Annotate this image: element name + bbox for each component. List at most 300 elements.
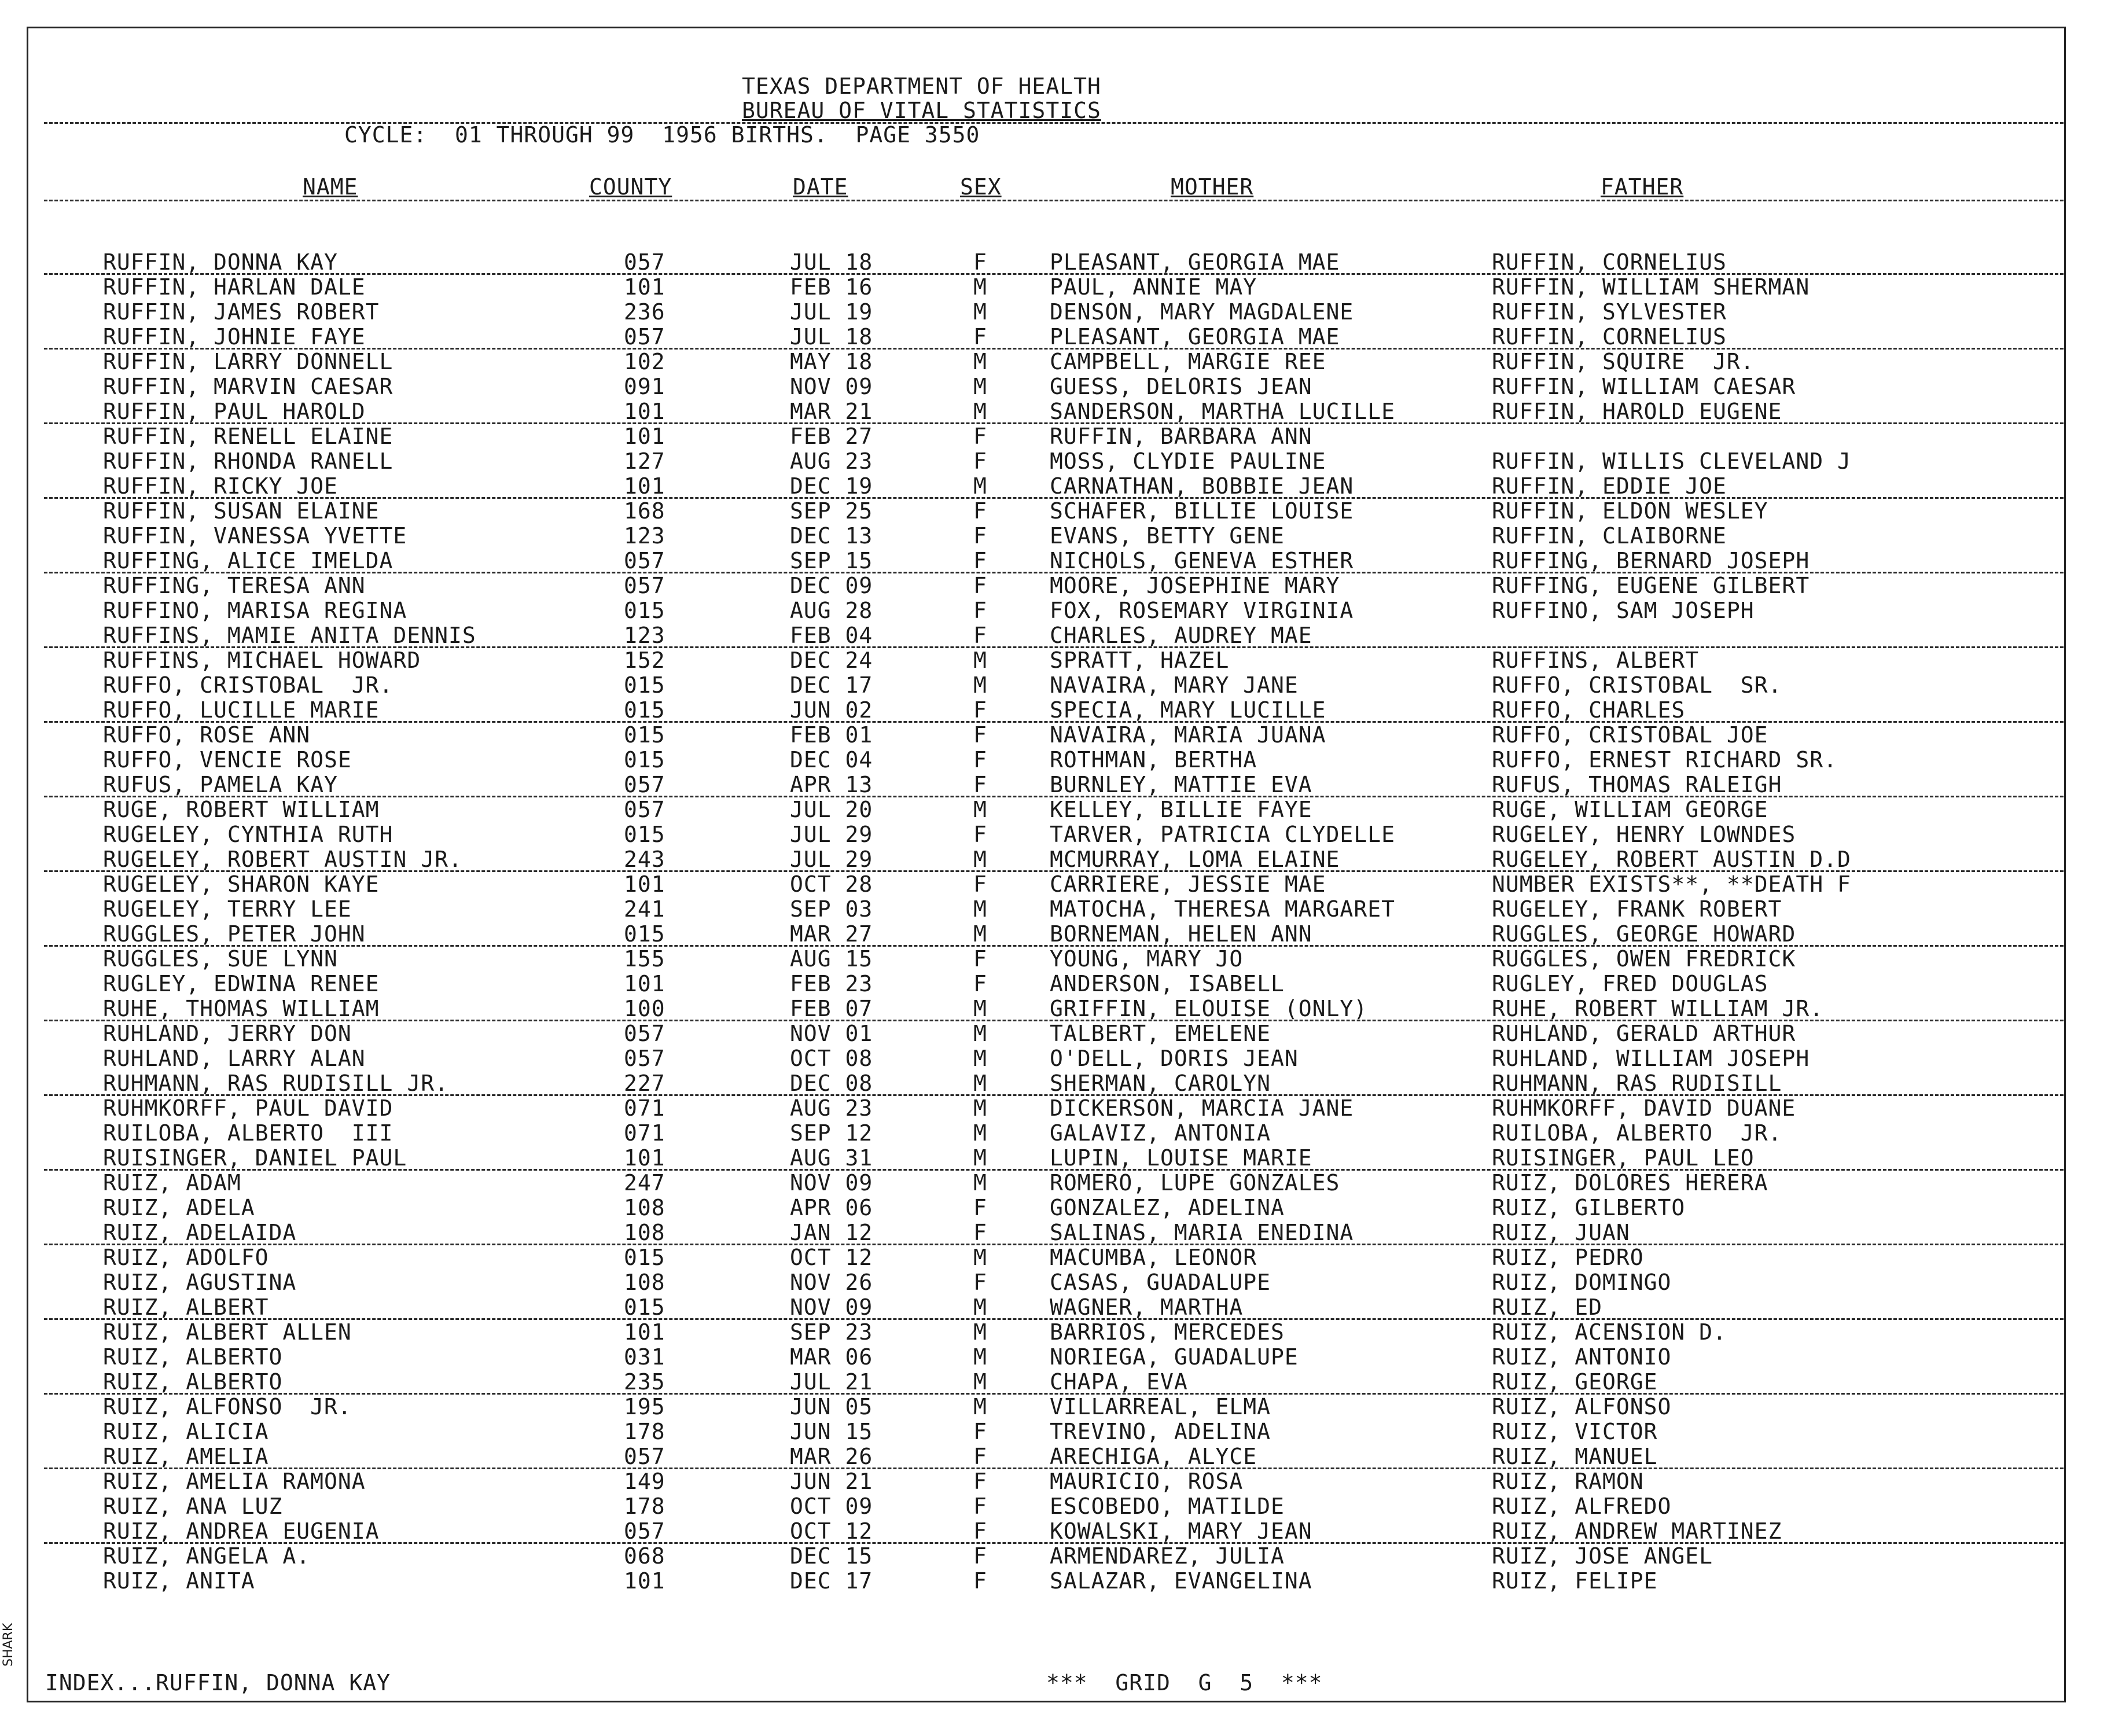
- cell-date: OCT 09: [790, 1494, 873, 1519]
- cell-mother: BURNLEY, MATTIE EVA: [1050, 772, 1312, 797]
- cell-mother: MCMURRAY, LOMA ELAINE: [1050, 847, 1340, 872]
- cell-mother: ROMERO, LUPE GONZALES: [1050, 1170, 1340, 1196]
- cell-name: RUIZ, ANDREA EUGENIA: [103, 1518, 380, 1544]
- table-row: [0, 1444, 2111, 1469]
- cell-county: 101: [624, 971, 665, 996]
- cell-father: RUFFIN, WILLIS CLEVELAND J: [1492, 448, 1851, 474]
- cell-county: 015: [624, 722, 665, 748]
- cell-county: 108: [624, 1195, 665, 1220]
- table-row: [0, 1494, 2111, 1519]
- table-row: [0, 673, 2111, 698]
- cell-mother: DICKERSON, MARCIA JANE: [1050, 1095, 1354, 1121]
- table-row: [0, 598, 2111, 623]
- cell-sex: F: [973, 598, 987, 623]
- cell-sex: F: [973, 1518, 987, 1544]
- cell-mother: TREVINO, ADELINA: [1050, 1419, 1271, 1444]
- cell-mother: BARRIOS, MERCEDES: [1050, 1319, 1285, 1345]
- cell-county: 101: [624, 473, 665, 499]
- table-row: [0, 1071, 2111, 1096]
- cell-mother: CHARLES, AUDREY MAE: [1050, 623, 1312, 648]
- cell-name: RUHLAND, JERRY DON: [103, 1021, 352, 1046]
- table-row: [0, 250, 2111, 275]
- cell-county: 155: [624, 946, 665, 972]
- cell-mother: TALBERT, EMELENE: [1050, 1021, 1271, 1046]
- cell-father: RUGELEY, ROBERT AUSTIN D.D: [1492, 847, 1851, 872]
- cell-sex: M: [973, 1046, 987, 1071]
- cell-date: DEC 13: [790, 523, 873, 549]
- cell-father: RUIZ, JUAN: [1492, 1220, 1630, 1245]
- cell-date: JUL 19: [790, 299, 873, 325]
- cell-father: RUFFIN, WILLIAM CAESAR: [1492, 374, 1796, 399]
- cell-date: APR 13: [790, 772, 873, 797]
- cell-date: FEB 07: [790, 996, 873, 1021]
- cell-sex: M: [973, 797, 987, 822]
- header-cycle: CYCLE: 01 THROUGH 99 1956 BIRTHS. PAGE 3550: [344, 122, 980, 148]
- table-row: [0, 474, 2111, 499]
- cell-county: 168: [624, 498, 665, 524]
- cell-county: 100: [624, 996, 665, 1021]
- cell-father: RUFFING, BERNARD JOSEPH: [1492, 548, 1810, 573]
- cell-father: RUHE, ROBERT WILLIAM JR.: [1492, 996, 1824, 1021]
- cell-county: 015: [624, 1245, 665, 1270]
- cell-sex: F: [973, 1220, 987, 1245]
- cell-sex: M: [973, 349, 987, 374]
- cell-sex: M: [973, 1170, 987, 1196]
- table-row: [0, 1419, 2111, 1444]
- cell-sex: M: [973, 896, 987, 922]
- cell-father: RUFFO, CHARLES: [1492, 697, 1686, 723]
- cell-name: RUFFINS, MICHAEL HOWARD: [103, 648, 421, 673]
- cell-sex: M: [973, 1120, 987, 1146]
- cell-father: RUIZ, MANUEL: [1492, 1444, 1658, 1469]
- cell-mother: RUFFIN, BARBARA ANN: [1050, 424, 1312, 449]
- cell-date: DEC 17: [790, 672, 873, 698]
- table-row: [0, 623, 2111, 648]
- cell-county: 015: [624, 1294, 665, 1320]
- cell-date: OCT 08: [790, 1046, 873, 1071]
- cell-sex: F: [973, 448, 987, 474]
- cell-name: RUISINGER, DANIEL PAUL: [103, 1145, 407, 1171]
- cell-father: RUFFIN, HAROLD EUGENE: [1492, 399, 1782, 424]
- cell-father: RUIZ, PEDRO: [1492, 1245, 1644, 1270]
- cell-date: OCT 12: [790, 1245, 873, 1270]
- cell-mother: CARNATHAN, BOBBIE JEAN: [1050, 473, 1354, 499]
- cell-mother: VILLARREAL, ELMA: [1050, 1394, 1271, 1419]
- cell-county: 057: [624, 548, 665, 573]
- cell-mother: NAVAIRA, MARIA JUANA: [1050, 722, 1326, 748]
- cell-date: FEB 01: [790, 722, 873, 748]
- table-row: [0, 996, 2111, 1021]
- table-row: [0, 1171, 2111, 1196]
- cell-mother: CARRIERE, JESSIE MAE: [1050, 871, 1326, 897]
- cell-mother: ROTHMAN, BERTHA: [1050, 747, 1257, 773]
- cell-mother: PAUL, ANNIE MAY: [1050, 274, 1257, 300]
- cell-sex: M: [973, 1319, 987, 1345]
- cell-father: RUIZ, ANDREW MARTINEZ: [1492, 1518, 1782, 1544]
- column-header-divider: [44, 200, 2064, 201]
- cell-mother: SPECIA, MARY LUCILLE: [1050, 697, 1326, 723]
- cell-date: DEC 24: [790, 648, 873, 673]
- cell-name: RUIZ, ALBERTO: [103, 1369, 283, 1395]
- cell-mother: CHAPA, EVA: [1050, 1369, 1188, 1395]
- cell-name: RUIZ, ANA LUZ: [103, 1494, 283, 1519]
- cell-father: RUIZ, VICTOR: [1492, 1419, 1658, 1444]
- table-row: [0, 1395, 2111, 1419]
- cell-father: RUGELEY, FRANK ROBERT: [1492, 896, 1782, 922]
- cell-name: RUIZ, ADOLFO: [103, 1245, 269, 1270]
- table-row: [0, 350, 2111, 374]
- cell-father: RUIZ, DOLORES HERERA: [1492, 1170, 1768, 1196]
- cell-date: MAY 18: [790, 349, 873, 374]
- cell-sex: F: [973, 249, 987, 275]
- cell-name: RUGGLES, PETER JOHN: [103, 921, 366, 947]
- column-header-county: COUNTY: [589, 174, 672, 200]
- cell-name: RUFFIN, RENELL ELAINE: [103, 424, 393, 449]
- cell-name: RUHLAND, LARRY ALAN: [103, 1046, 366, 1071]
- table-row: [0, 275, 2111, 300]
- cell-date: SEP 12: [790, 1120, 873, 1146]
- cell-county: 127: [624, 448, 665, 474]
- cell-date: JUN 05: [790, 1394, 873, 1419]
- table-row: [0, 524, 2111, 549]
- cell-date: JAN 12: [790, 1220, 873, 1245]
- table-row: [0, 1345, 2111, 1370]
- cell-sex: F: [973, 498, 987, 524]
- table-row: [0, 573, 2111, 598]
- cell-county: 068: [624, 1543, 665, 1569]
- cell-father: RUFFIN, SYLVESTER: [1492, 299, 1727, 325]
- cell-mother: SALAZAR, EVANGELINA: [1050, 1568, 1312, 1594]
- cell-county: 015: [624, 697, 665, 723]
- column-header-date: DATE: [793, 174, 848, 200]
- cell-sex: F: [973, 822, 987, 847]
- cell-sex: M: [973, 847, 987, 872]
- table-row: [0, 1469, 2111, 1494]
- cell-name: RUFFIN, HARLAN DALE: [103, 274, 366, 300]
- cell-date: JUN 21: [790, 1469, 873, 1494]
- column-header-sex: SEX: [960, 174, 1002, 200]
- cell-name: RUFFING, TERESA ANN: [103, 573, 366, 598]
- cell-father: RUHMKORFF, DAVID DUANE: [1492, 1095, 1796, 1121]
- cell-sex: F: [973, 623, 987, 648]
- cell-father: RUFFING, EUGENE GILBERT: [1492, 573, 1810, 598]
- cell-sex: M: [973, 473, 987, 499]
- cell-mother: GRIFFIN, ELOUISE (ONLY): [1050, 996, 1368, 1021]
- cell-father: RUIZ, ALFREDO: [1492, 1494, 1672, 1519]
- cell-date: NOV 09: [790, 374, 873, 399]
- cell-county: 243: [624, 847, 665, 872]
- cell-father: RUFFIN, CORNELIUS: [1492, 249, 1727, 275]
- cell-name: RUFFIN, RICKY JOE: [103, 473, 338, 499]
- table-row: [0, 773, 2111, 797]
- cell-mother: GUESS, DELORIS JEAN: [1050, 374, 1312, 399]
- cell-name: RUIZ, ALBERT: [103, 1294, 269, 1320]
- cell-date: SEP 25: [790, 498, 873, 524]
- cell-date: FEB 16: [790, 274, 873, 300]
- cell-name: RUIZ, ALFONSO JR.: [103, 1394, 352, 1419]
- cell-date: AUG 23: [790, 448, 873, 474]
- cell-date: JUL 18: [790, 324, 873, 350]
- cell-mother: YOUNG, MARY JO: [1050, 946, 1244, 972]
- table-row: [0, 325, 2111, 350]
- cell-county: 057: [624, 1444, 665, 1469]
- table-row: [0, 822, 2111, 847]
- table-row: [0, 872, 2111, 897]
- cell-date: FEB 04: [790, 623, 873, 648]
- cell-sex: M: [973, 374, 987, 399]
- cell-county: 235: [624, 1369, 665, 1395]
- cell-father: RUISINGER, PAUL LEO: [1492, 1145, 1755, 1171]
- cell-mother: PLEASANT, GEORGIA MAE: [1050, 249, 1340, 275]
- cell-father: RUILOBA, ALBERTO JR.: [1492, 1120, 1782, 1146]
- cell-father: RUIZ, GEORGE: [1492, 1369, 1658, 1395]
- table-row: [0, 1096, 2111, 1121]
- cell-name: RUFFIN, JAMES ROBERT: [103, 299, 380, 325]
- cell-name: RUFFINO, MARISA REGINA: [103, 598, 407, 623]
- cell-sex: M: [973, 996, 987, 1021]
- table-row: [0, 947, 2111, 972]
- table-row: [0, 648, 2111, 673]
- cell-name: RUIZ, ADELA: [103, 1195, 255, 1220]
- cell-county: 015: [624, 598, 665, 623]
- cell-sex: F: [973, 523, 987, 549]
- cell-mother: SCHAFER, BILLIE LOUISE: [1050, 498, 1354, 524]
- table-row: [0, 698, 2111, 723]
- cell-sex: F: [973, 1494, 987, 1519]
- cell-name: RUFFIN, PAUL HAROLD: [103, 399, 366, 424]
- cell-date: OCT 28: [790, 871, 873, 897]
- column-header-father: FATHER: [1601, 174, 1684, 200]
- cell-name: RUFFIN, MARVIN CAESAR: [103, 374, 393, 399]
- cell-date: AUG 23: [790, 1095, 873, 1121]
- cell-name: RUIZ, ALICIA: [103, 1419, 269, 1444]
- cell-date: DEC 08: [790, 1071, 873, 1096]
- cell-name: RUIZ, ADELAIDA: [103, 1220, 297, 1245]
- table-row: [0, 399, 2111, 424]
- cell-sex: M: [973, 1021, 987, 1046]
- cell-date: DEC 04: [790, 747, 873, 773]
- cell-sex: M: [973, 648, 987, 673]
- cell-name: RUIZ, AMELIA RAMONA: [103, 1469, 366, 1494]
- cell-mother: SALINAS, MARIA ENEDINA: [1050, 1220, 1354, 1245]
- table-row: [0, 1121, 2111, 1146]
- cell-father: NUMBER EXISTS**, **DEATH F: [1492, 871, 1851, 897]
- table-row: [0, 1370, 2111, 1395]
- cell-sex: M: [973, 399, 987, 424]
- cell-county: 015: [624, 747, 665, 773]
- table-row: [0, 1295, 2111, 1320]
- cell-father: RUFFIN, CLAIBORNE: [1492, 523, 1727, 549]
- cell-name: RUGE, ROBERT WILLIAM: [103, 797, 380, 822]
- cell-mother: CASAS, GUADALUPE: [1050, 1270, 1271, 1295]
- cell-name: RUHMANN, RAS RUDISILL JR.: [103, 1071, 448, 1096]
- cell-name: RUIZ, ANGELA A.: [103, 1543, 311, 1569]
- cell-father: RUHLAND, GERALD ARTHUR: [1492, 1021, 1796, 1046]
- cell-county: 108: [624, 1220, 665, 1245]
- cell-sex: F: [973, 772, 987, 797]
- cell-sex: F: [973, 573, 987, 598]
- table-row: [0, 1320, 2111, 1345]
- cell-father: RUFFO, ERNEST RICHARD SR.: [1492, 747, 1837, 773]
- cell-sex: F: [973, 946, 987, 972]
- cell-mother: MACUMBA, LEONOR: [1050, 1245, 1257, 1270]
- table-row: [0, 549, 2111, 573]
- header-department: TEXAS DEPARTMENT OF HEALTH: [742, 73, 1101, 99]
- cell-mother: MATOCHA, THERESA MARGARET: [1050, 896, 1395, 922]
- cell-county: 057: [624, 1518, 665, 1544]
- table-row: [0, 1220, 2111, 1245]
- cell-county: 241: [624, 896, 665, 922]
- table-row: [0, 1569, 2111, 1594]
- cell-mother: KOWALSKI, MARY JEAN: [1050, 1518, 1312, 1544]
- cell-county: 101: [624, 871, 665, 897]
- cell-date: AUG 28: [790, 598, 873, 623]
- cell-county: 101: [624, 399, 665, 424]
- cell-sex: M: [973, 1294, 987, 1320]
- cell-county: 015: [624, 672, 665, 698]
- cell-county: 149: [624, 1469, 665, 1494]
- cell-mother: NICHOLS, GENEVA ESTHER: [1050, 548, 1354, 573]
- cell-mother: PLEASANT, GEORGIA MAE: [1050, 324, 1340, 350]
- cell-father: RUIZ, GILBERTO: [1492, 1195, 1686, 1220]
- table-row: [0, 1196, 2111, 1220]
- cell-county: 057: [624, 573, 665, 598]
- cell-sex: F: [973, 1195, 987, 1220]
- cell-father: RUFFO, CRISTOBAL JOE: [1492, 722, 1768, 748]
- table-row: [0, 972, 2111, 996]
- cell-sex: M: [973, 299, 987, 325]
- cell-sex: F: [973, 971, 987, 996]
- table-row: [0, 424, 2111, 449]
- cell-date: DEC 15: [790, 1543, 873, 1569]
- cell-sex: F: [973, 1469, 987, 1494]
- cell-date: AUG 15: [790, 946, 873, 972]
- column-header-name: NAME: [303, 174, 358, 200]
- table-row: [0, 499, 2111, 524]
- cell-father: RUGLEY, FRED DOUGLAS: [1492, 971, 1768, 996]
- cell-county: 102: [624, 349, 665, 374]
- cell-father: RUIZ, FELIPE: [1492, 1568, 1658, 1594]
- cell-mother: SPRATT, HAZEL: [1050, 648, 1230, 673]
- cell-county: 101: [624, 274, 665, 300]
- table-row: [0, 449, 2111, 474]
- cell-name: RUFUS, PAMELA KAY: [103, 772, 338, 797]
- cell-date: FEB 27: [790, 424, 873, 449]
- cell-mother: ARECHIGA, ALYCE: [1050, 1444, 1257, 1469]
- cell-county: 015: [624, 822, 665, 847]
- cell-county: 247: [624, 1170, 665, 1196]
- cell-sex: F: [973, 747, 987, 773]
- cell-father: RUFFIN, SQUIRE JR.: [1492, 349, 1755, 374]
- table-row: [0, 1046, 2111, 1071]
- cell-date: NOV 01: [790, 1021, 873, 1046]
- cell-sex: F: [973, 1419, 987, 1444]
- cell-mother: CAMPBELL, MARGIE REE: [1050, 349, 1326, 374]
- cell-county: 195: [624, 1394, 665, 1419]
- cell-sex: F: [973, 1543, 987, 1569]
- cell-date: SEP 23: [790, 1319, 873, 1345]
- cell-sex: F: [973, 324, 987, 350]
- cell-county: 236: [624, 299, 665, 325]
- side-tag: SHARK: [1, 1623, 16, 1667]
- cell-father: RUGE, WILLIAM GEORGE: [1492, 797, 1768, 822]
- cell-mother: GALAVIZ, ANTONIA: [1050, 1120, 1271, 1146]
- cell-father: RUGELEY, HENRY LOWNDES: [1492, 822, 1796, 847]
- table-row: [0, 897, 2111, 922]
- cell-county: 031: [624, 1344, 665, 1370]
- cell-sex: M: [973, 1344, 987, 1370]
- cell-name: RUFFO, ROSE ANN: [103, 722, 311, 748]
- cell-mother: MOORE, JOSEPHINE MARY: [1050, 573, 1340, 598]
- cell-father: RUFFINS, ALBERT: [1492, 648, 1700, 673]
- cell-father: RUIZ, ED: [1492, 1294, 1603, 1320]
- cell-county: 071: [624, 1120, 665, 1146]
- cell-name: RUIZ, ALBERT ALLEN: [103, 1319, 352, 1345]
- cell-county: 123: [624, 523, 665, 549]
- cell-name: RUIZ, AMELIA: [103, 1444, 269, 1469]
- cell-name: RUGELEY, ROBERT AUSTIN JR.: [103, 847, 462, 872]
- cell-name: RUFFIN, RHONDA RANELL: [103, 448, 393, 474]
- cell-name: RUGGLES, SUE LYNN: [103, 946, 338, 972]
- cell-county: 123: [624, 623, 665, 648]
- cell-name: RUGLEY, EDWINA RENEE: [103, 971, 380, 996]
- cell-father: RUIZ, ANTONIO: [1492, 1344, 1672, 1370]
- cell-date: NOV 26: [790, 1270, 873, 1295]
- cell-sex: M: [973, 1071, 987, 1096]
- cell-father: RUFFIN, ELDON WESLEY: [1492, 498, 1768, 524]
- cell-county: 101: [624, 1319, 665, 1345]
- cell-father: RUIZ, JOSE ANGEL: [1492, 1543, 1713, 1569]
- cell-county: 071: [624, 1095, 665, 1121]
- cell-mother: NAVAIRA, MARY JANE: [1050, 672, 1299, 698]
- cell-date: NOV 09: [790, 1294, 873, 1320]
- cell-date: JUL 29: [790, 822, 873, 847]
- cell-county: 057: [624, 1021, 665, 1046]
- cell-date: DEC 19: [790, 473, 873, 499]
- cell-date: SEP 15: [790, 548, 873, 573]
- cell-date: NOV 09: [790, 1170, 873, 1196]
- cell-name: RUFFO, CRISTOBAL JR.: [103, 672, 393, 698]
- cell-date: DEC 09: [790, 573, 873, 598]
- cell-sex: M: [973, 672, 987, 698]
- cell-mother: ARMENDAREZ, JULIA: [1050, 1543, 1285, 1569]
- table-row: [0, 1270, 2111, 1295]
- cell-county: 057: [624, 1046, 665, 1071]
- cell-mother: SHERMAN, CAROLYN: [1050, 1071, 1271, 1096]
- cell-county: 101: [624, 1145, 665, 1171]
- table-row: [0, 922, 2111, 947]
- cell-name: RUFFIN, SUSAN ELAINE: [103, 498, 380, 524]
- cell-name: RUILOBA, ALBERTO III: [103, 1120, 393, 1146]
- cell-sex: M: [973, 1369, 987, 1395]
- cell-name: RUFFO, LUCILLE MARIE: [103, 697, 380, 723]
- table-row: [0, 797, 2111, 822]
- table-row: [0, 847, 2111, 872]
- cell-sex: M: [973, 1095, 987, 1121]
- cell-father: RUIZ, RAMON: [1492, 1469, 1644, 1494]
- cell-father: RUGGLES, GEORGE HOWARD: [1492, 921, 1796, 947]
- cell-date: JUL 20: [790, 797, 873, 822]
- cell-name: RUHE, THOMAS WILLIAM: [103, 996, 380, 1021]
- cell-name: RUFFIN, LARRY DONNELL: [103, 349, 393, 374]
- cell-mother: TARVER, PATRICIA CLYDELLE: [1050, 822, 1395, 847]
- cell-date: JUN 15: [790, 1419, 873, 1444]
- table-row: [0, 300, 2111, 325]
- cell-mother: MOSS, CLYDIE PAULINE: [1050, 448, 1326, 474]
- cell-mother: SANDERSON, MARTHA LUCILLE: [1050, 399, 1395, 424]
- cell-sex: F: [973, 1444, 987, 1469]
- footer-index: INDEX...RUFFIN, DONNA KAY: [45, 1670, 391, 1695]
